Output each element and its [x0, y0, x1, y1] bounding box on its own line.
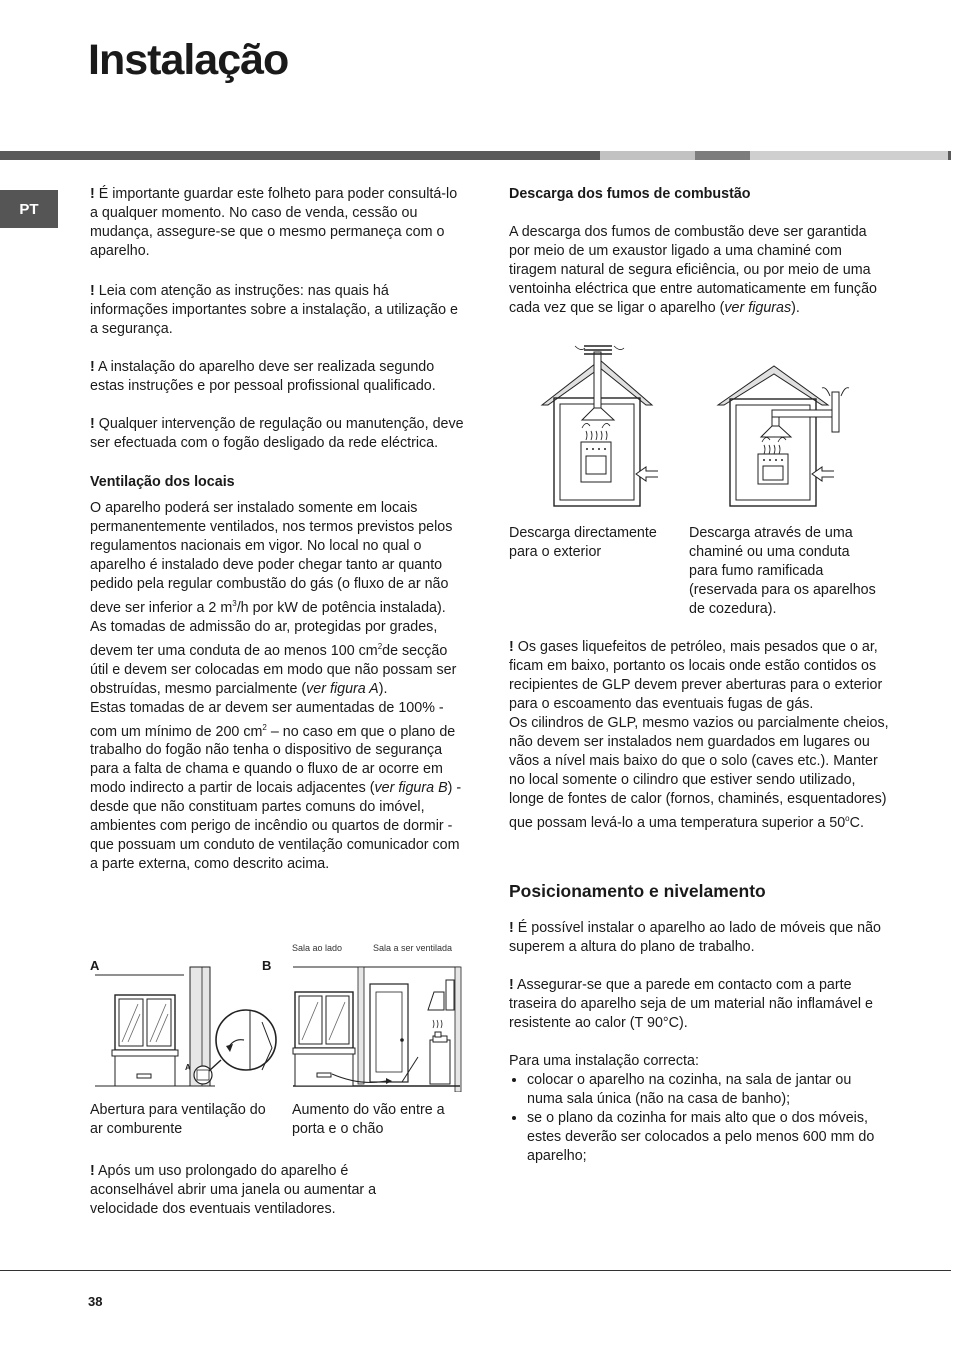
warning-read-instructions: ! Leia com atenção as instruções: nas quais há informações importantes sobre a instalação, a utilização e a segurança.: [90, 283, 458, 337]
header-bar-dark: [0, 151, 600, 160]
exhaust-text: A descarga dos fumos de combustão deve ser garantida por meio de um exaustor ligado a uma chaminé com tiragem natural de segura eficiência, ou por meio de uma ventoinha eléctrica que entre automaticamente em função cada vez que se ligar o aparelho (ver figuras).: [509, 224, 877, 316]
warning-keep-manual: ! É importante guardar este folheto para poder consultá-lo a qualquer momento. No caso de venda, cessão ou mudança, assegure-se que o mesmo permaneça com o aparelho.: [90, 186, 458, 259]
install-bullet-2: • se o plano da cozinha for mais alto que o dos móveis, estes deverão ser colocados a pelo menos 600 mm do aparelho;: [527, 1109, 889, 1166]
warning-disconnect: ! Qualquer intervenção de regulação ou manutenção, deve ser efectuada com o fogão desligado da rede eléctrica.: [90, 416, 464, 451]
ventilation-text-2: As tomadas de admissão do ar, protegidas por grades, devem ter uma conduta de ao menos 100 $cm^2de$ secção útil e devem ser colocadas em modo que não possam ser obstruídas, mesmo parcialmente (ver figura A).: [90, 618, 457, 697]
figure-b-door-gap-illustration: [290, 962, 465, 1092]
figure-b-label-ventilated-room: Sala a ser ventilada: [373, 943, 453, 953]
positioning-heading: Posicionamento e nivelamento: [509, 881, 766, 901]
house-chimney-exhaust-illustration: [716, 362, 856, 510]
header-bar-mid: [695, 151, 750, 160]
lpg-cylinders-text: Os cilindros de GLP, mesmo vazios ou parcialmente cheios, não devem ser instalados nem guardados em lugares ou vãos a nível mais baixo do que o solo (caves etc.). Manter no local somente o cilindro que estiver sendo utilizado, longe de fontes de calor (fornos, chaminés, esquentadores) que possam levá-lo a uma temperatura superior a 50$^o$C.: [509, 715, 889, 831]
page-number: 38: [88, 1294, 103, 1309]
house-chimney-caption: Descarga através de uma chaminé ou uma conduta para fumo ramificada (reservada para os aparelhos de cozedura).: [689, 525, 876, 617]
ventilation-text-1: O aparelho poderá ser instalado somente em locais permanentemente ventilados, nos termos previstos pelos regulamentos nacionais em vigor. No local no qual o aparelho é instalado deve poder chegar tanto ar quanto pedido pela regular combustão do gás (o fluxo de ar não deve ser inferior a 2 $m^3/h$ por kW de potência instalada).: [90, 500, 453, 616]
warning-mark: !: [90, 186, 95, 202]
house-direct-exhaust-illustration: [540, 342, 665, 510]
warning-mark: !: [509, 977, 514, 993]
svg-text:A: A: [185, 1063, 191, 1072]
header-bar-light-1: [600, 151, 695, 160]
warning-qualified-install: ! A instalação do aparelho deve ser realizada segundo estas instruções e por pessoal profissional qualificado.: [90, 359, 436, 394]
house-direct-caption: Descarga directamente para o exterior: [509, 525, 657, 560]
install-intro: Para uma instalação correcta:: [509, 1053, 699, 1069]
left-column: [90, 185, 468, 874]
figure-a-window-vent-illustration: [90, 962, 280, 1090]
language-tab: PT: [0, 190, 58, 228]
header-bar-light-2: [750, 151, 948, 160]
right-column-exhaust: [509, 185, 889, 318]
warning-mark: !: [90, 416, 95, 432]
exhaust-heading: Descarga dos fumos de combustão: [509, 186, 751, 202]
warning-mark: !: [509, 639, 514, 655]
figure-a-letter: A: [90, 958, 100, 973]
warning-wall-material: ! Assegurar-se que a parede em contacto com a parte traseira do aparelho seja de um material não inflamável e resistente ao calor (T 90°C).: [509, 977, 873, 1031]
install-bullet-list: [509, 1071, 889, 1166]
footer-divider: [0, 1270, 951, 1271]
page-title: Instalação: [88, 36, 289, 84]
warning-mark: !: [90, 283, 95, 299]
warning-mark: !: [509, 920, 514, 936]
right-column-lpg: [509, 638, 889, 833]
warning-mark: !: [90, 1163, 95, 1179]
header-bar-end: [948, 151, 951, 160]
warning-lpg: ! Os gases liquefeitos de petróleo, mais pesados que o ar, ficam em baixo, portanto os locais onde estão contidos os recipientes de GLP devem prever aberturas para o exterior para o escoamento das eventuais fugas de gás.: [509, 639, 883, 712]
warning-prolonged-use: ! Após um uso prolongado do aparelho é aconselhável abrir uma janela ou aumentar a velocidade dos eventuais ventiladores.: [90, 1163, 377, 1217]
figure-b-caption: Aumento do vão entre a porta e o chão: [292, 1102, 445, 1137]
figure-b-letter: B: [262, 958, 272, 973]
install-bullet-1: • colocar o aparelho na cozinha, na sala de jantar ou numa sala única (não na casa de banho);: [527, 1071, 889, 1109]
right-column-positioning: [509, 882, 889, 1166]
warning-furniture-height: ! É possível instalar o aparelho ao lado de móveis que não superem a altura do plano de trabalho.: [509, 920, 881, 955]
figure-a-caption: Abertura para ventilação do ar comburente: [90, 1102, 266, 1137]
figure-b-label-adjacent-room: Sala ao lado: [292, 943, 343, 953]
ventilation-heading: Ventilação dos locais: [90, 474, 235, 490]
ventilation-text-3: Estas tomadas de ar devem ser aumentadas de 100% - com um mínimo de 200 $cm^2$ – no caso em que o plano de trabalho do fogão não tenha o dispositivo de segurança para a falta de chama e quando o fluxo de ar ocorre em modo indirecto a partir de locais adjacentes (ver figura B) - desde que não constituam partes comuns do imóvel, ambientes com perigo de incêndio ou quartos de dormir - que possuam um conduto de ventilação comunicador com a parte externa, como descrito acima.: [90, 699, 462, 873]
warning-mark: !: [90, 359, 95, 375]
